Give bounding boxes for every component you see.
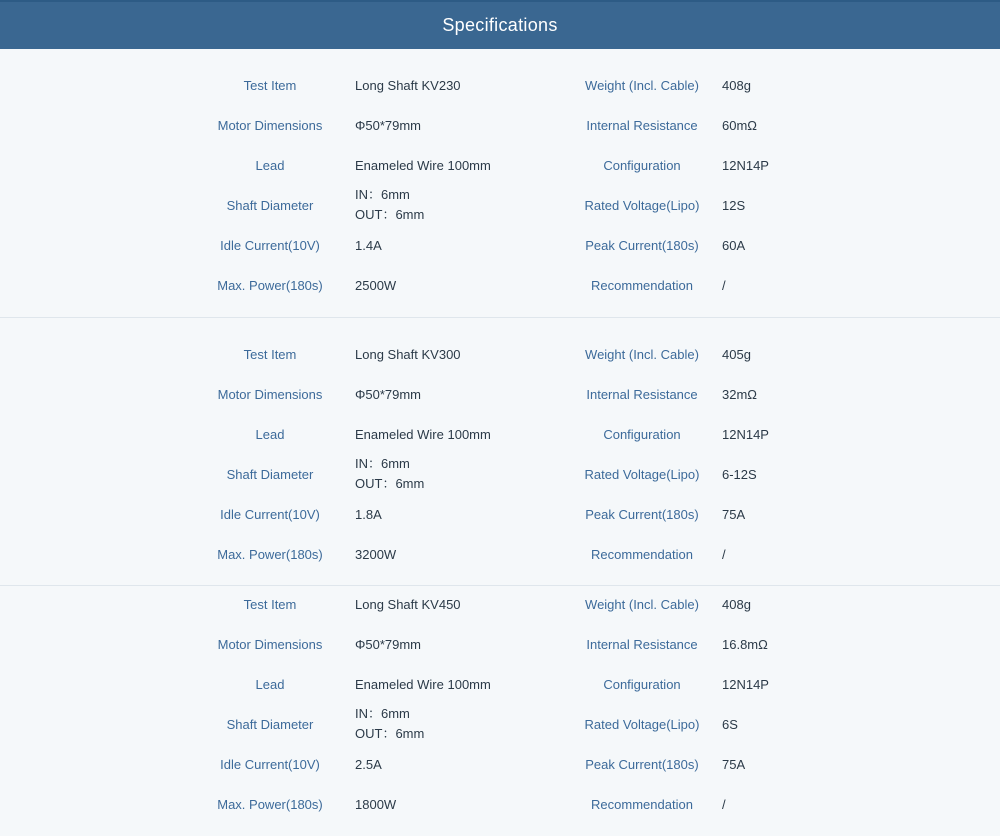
- spec-value: [355, 185, 555, 225]
- spec-row: [0, 454, 1000, 494]
- spec-row: [0, 534, 1000, 574]
- spec-value: 32mΩ: [722, 386, 758, 402]
- spec-value: 3200W: [355, 546, 397, 562]
- spec-label: Peak Current(180s): [585, 506, 699, 522]
- spec-label: Recommendation: [591, 796, 693, 812]
- spec-block-kv300: [0, 317, 1000, 585]
- shaft-in-value: IN：6mm: [355, 706, 410, 721]
- spec-value: 12S: [722, 197, 746, 213]
- spec-label: Test Item: [243, 77, 297, 93]
- spec-value: Enameled Wire 100mm: [355, 426, 491, 442]
- spec-label: Recommendation: [591, 546, 693, 562]
- spec-value: Enameled Wire 100mm: [355, 676, 491, 692]
- spec-value: /: [722, 546, 726, 562]
- spec-value: 60A: [722, 237, 746, 253]
- spec-row: [0, 185, 1000, 225]
- spec-label: Motor Dimensions: [217, 386, 323, 402]
- spec-value: Φ50*79mm: [355, 636, 422, 652]
- spec-label: Weight (Incl. Cable): [585, 346, 699, 362]
- spec-row: [0, 265, 1000, 305]
- spec-value: 1800W: [355, 796, 397, 812]
- spec-value: 16.8mΩ: [722, 636, 768, 652]
- spec-label: Rated Voltage(Lipo): [584, 466, 700, 482]
- spec-label: Test Item: [243, 346, 297, 362]
- spec-block-kv230: [0, 49, 1000, 317]
- spec-label: Weight (Incl. Cable): [585, 596, 699, 612]
- spec-label: Rated Voltage(Lipo): [584, 716, 700, 732]
- shaft-out-value: OUT：6mm: [355, 207, 425, 222]
- spec-row: [0, 334, 1000, 374]
- spec-value: 75A: [722, 756, 746, 772]
- spec-label: Internal Resistance: [586, 117, 698, 133]
- spec-value: 408g: [722, 77, 751, 93]
- spec-label: Peak Current(180s): [585, 237, 699, 253]
- spec-value: 1.8A: [355, 506, 382, 522]
- spec-row: [0, 704, 1000, 744]
- spec-label: Shaft Diameter: [226, 197, 314, 213]
- spec-label: Motor Dimensions: [217, 117, 323, 133]
- spec-label: Test Item: [243, 596, 297, 612]
- spec-label: Rated Voltage(Lipo): [584, 197, 700, 213]
- spec-value: 12N14P: [722, 426, 769, 442]
- spec-value: 12N14P: [722, 676, 769, 692]
- spec-value: 2.5A: [355, 756, 382, 772]
- spec-value: Long Shaft KV230: [355, 77, 461, 93]
- spec-row: [0, 65, 1000, 105]
- spec-value: Long Shaft KV300: [355, 346, 461, 362]
- spec-value: 60mΩ: [722, 117, 758, 133]
- spec-label: Configuration: [603, 157, 681, 173]
- spec-row: [0, 624, 1000, 664]
- spec-value: Φ50*79mm: [355, 117, 422, 133]
- spec-value: [355, 454, 555, 494]
- spec-label: Lead: [255, 157, 285, 173]
- shaft-in-value: IN：6mm: [355, 187, 410, 202]
- spec-value: 6S: [722, 716, 738, 732]
- spec-label: Shaft Diameter: [226, 466, 314, 482]
- spec-label: Idle Current(10V): [220, 506, 320, 522]
- spec-label: Configuration: [603, 426, 681, 442]
- spec-value: 2500W: [355, 277, 397, 293]
- page-title: Specifications: [442, 15, 558, 35]
- spec-value: Enameled Wire 100mm: [355, 157, 491, 173]
- spec-value: [355, 704, 555, 744]
- spec-label: Max. Power(180s): [217, 546, 323, 562]
- spec-row: [0, 584, 1000, 624]
- spec-label: Recommendation: [591, 277, 693, 293]
- spec-row: [0, 784, 1000, 824]
- spec-label: Idle Current(10V): [220, 237, 320, 253]
- spec-value: 6-12S: [722, 466, 757, 482]
- spec-value: 75A: [722, 506, 746, 522]
- spec-value: Φ50*79mm: [355, 386, 422, 402]
- spec-row: [0, 664, 1000, 704]
- spec-block-kv450: [0, 585, 1000, 836]
- spec-label: Shaft Diameter: [226, 716, 314, 732]
- spec-row: [0, 374, 1000, 414]
- spec-label: Lead: [255, 676, 285, 692]
- spec-label: Motor Dimensions: [217, 636, 323, 652]
- spec-row: [0, 744, 1000, 784]
- spec-label: Configuration: [603, 676, 681, 692]
- spec-label: Idle Current(10V): [220, 756, 320, 772]
- spec-row: [0, 105, 1000, 145]
- spec-row: [0, 494, 1000, 534]
- spec-label: Lead: [255, 426, 285, 442]
- spec-value: /: [722, 796, 726, 812]
- spec-value: /: [722, 277, 726, 293]
- spec-label: Internal Resistance: [586, 636, 698, 652]
- spec-label: Peak Current(180s): [585, 756, 699, 772]
- spec-label: Internal Resistance: [586, 386, 698, 402]
- spec-label: Max. Power(180s): [217, 277, 323, 293]
- spec-header: [0, 0, 1000, 49]
- spec-label: Max. Power(180s): [217, 796, 323, 812]
- spec-row: [0, 414, 1000, 454]
- spec-value: Long Shaft KV450: [355, 596, 461, 612]
- spec-row: [0, 225, 1000, 265]
- spec-value: 1.4A: [355, 237, 382, 253]
- shaft-out-value: OUT：6mm: [355, 726, 425, 741]
- shaft-out-value: OUT：6mm: [355, 476, 425, 491]
- spec-label: Weight (Incl. Cable): [585, 77, 699, 93]
- spec-value: 408g: [722, 596, 751, 612]
- spec-value: 405g: [722, 346, 751, 362]
- spec-value: 12N14P: [722, 157, 769, 173]
- shaft-in-value: IN：6mm: [355, 456, 410, 471]
- spec-row: [0, 145, 1000, 185]
